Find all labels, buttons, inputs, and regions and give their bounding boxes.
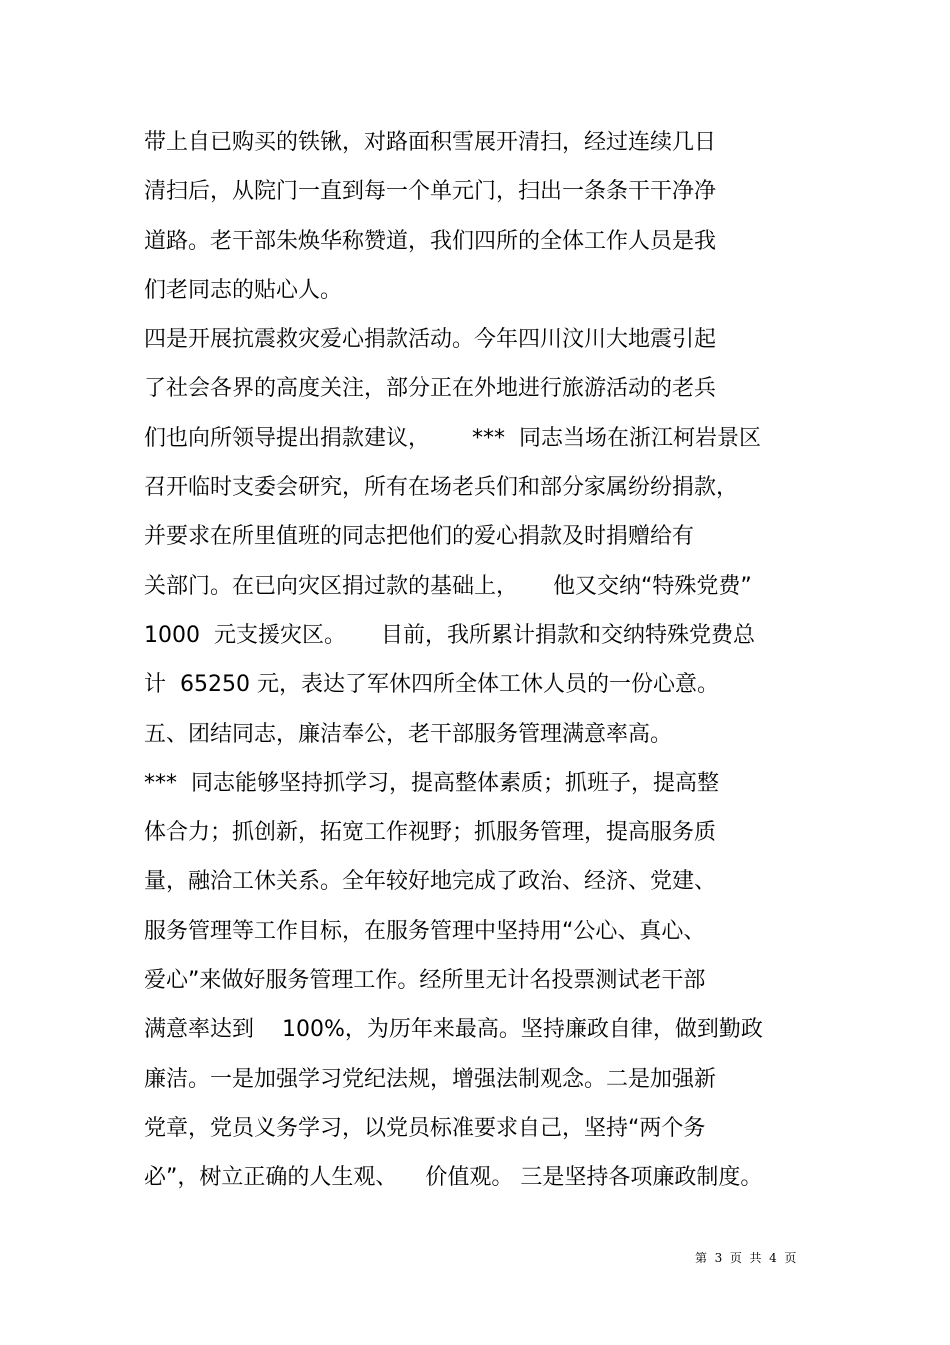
text-line: 带上自已购买的铁锹，对路面积雪展开清扫，经过连续几日: [144, 130, 717, 155]
text-line: 廉洁。一是加强学习党纪法规，增强法制观念。二是加强新: [144, 1066, 717, 1092]
text-line: 服务管理等工作目标，在服务管理中坚持用“公心、真心、: [144, 918, 706, 944]
page-number-footer: 第 3 页 共 4 页: [695, 1251, 797, 1265]
text-line: 清扫后，从院门一直到每一个单元门，扫出一条条干干净净: [144, 179, 717, 205]
text-line: 量，融洽工休关系。全年较好地完成了政治、经济、党建、: [144, 869, 717, 895]
text-line: 并要求在所里值班的同志把他们的爱心捐款及时捐赠给有: [144, 524, 695, 550]
text-line: 体合力；抓创新，拓宽工作视野；抓服务管理，提高服务质: [144, 820, 717, 846]
text-line: 爱心”来做好服务管理工作。经所里无计名投票测试老干部: [144, 968, 706, 994]
text-line: 了社会各界的高度关注，部分正在外地进行旅游活动的老兵: [144, 376, 717, 402]
document-body: [144, 118, 844, 1203]
text-line: 道路。老干部朱焕华称赞道，我们四所的全体工作人员是我: [144, 228, 717, 254]
text-line: 四是开展抗震救灾爱心捐款活动。今年四川汶川大地震引起: [144, 327, 717, 353]
text-line: 党章，党员义务学习，以党员标准要求自己，坚持“两个务: [144, 1115, 706, 1141]
text-line: 满意率达到 100%，为历年来最高。坚持廉政自律，做到勤政: [144, 1017, 763, 1043]
text-line: 召开临时支委会研究，所有在场老兵们和部分家属纷纷捐款，: [144, 475, 739, 501]
text-line: 关部门。在已向灾区捐过款的基础上， 他又交纳“特殊党费”: [144, 573, 752, 599]
text-line: *** 同志能够坚持抓学习，提高整体素质；抓班子，提高整: [144, 770, 719, 796]
text-line: 计 65250 元，表达了军休四所全体工休人员的一份心意。: [144, 672, 719, 698]
text-line: 们也向所领导提出捐款建议， *** 同志当场在浙江柯岩景区: [144, 425, 761, 451]
text-line: 1000 元支援灾区。 目前，我所累计捐款和交纳特殊党费总: [144, 622, 755, 648]
text-line: 们老同志的贴心人。: [144, 277, 343, 303]
text-line: 五、团结同志，廉洁奉公，老干部服务管理满意率高。: [144, 721, 673, 747]
text-line: 必”，树立正确的人生观、 价值观。 三是坚持各项廉政制度。: [144, 1165, 763, 1191]
